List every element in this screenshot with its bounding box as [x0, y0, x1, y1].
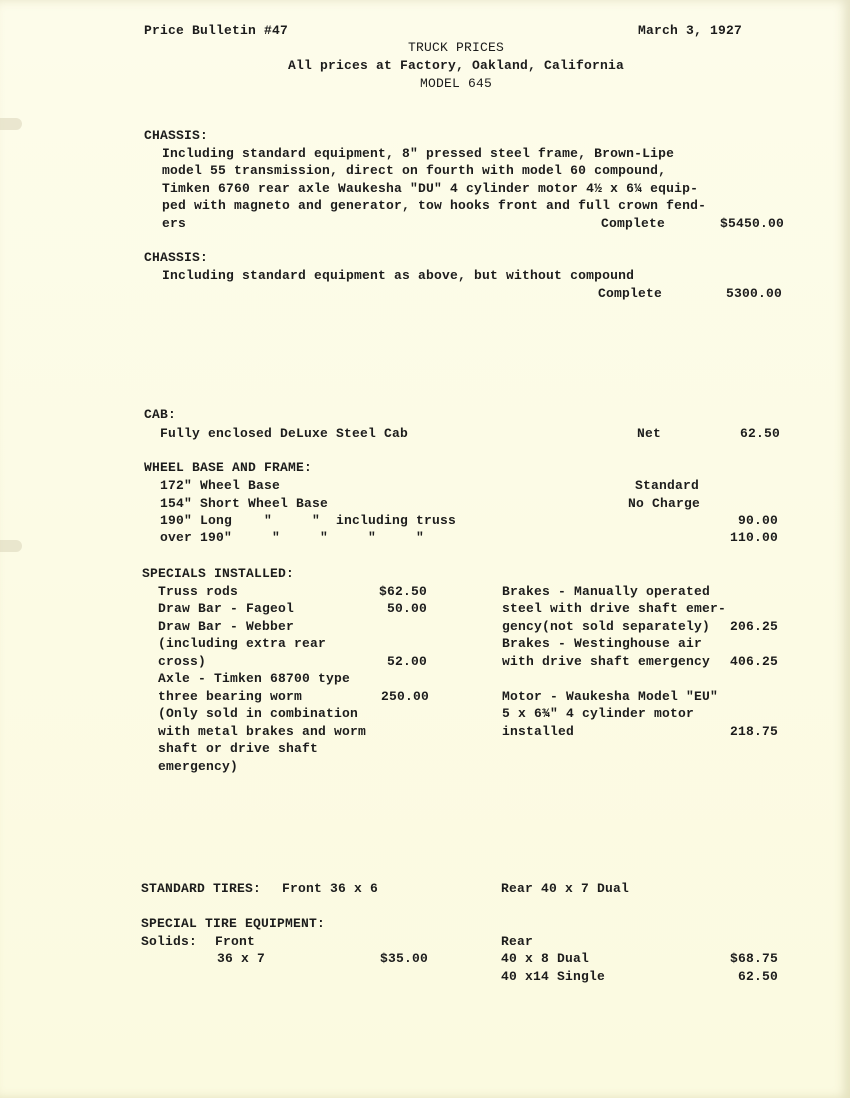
special-tires-heading: SPECIAL TIRE EQUIPMENT:: [141, 916, 326, 931]
special-right-price: 218.75: [729, 724, 778, 739]
special-left-text: Axle - Timken 68700 type: [158, 671, 351, 686]
wheelbase-row-desc: 190" Long " " including truss: [160, 513, 457, 528]
chassis-description-line: Including standard equipment, 8" pressed steel frame, Brown-Lipe: [162, 146, 675, 161]
front-tire-size: 36 x 7: [217, 951, 266, 966]
special-left-text: Draw Bar - Fageol: [158, 601, 295, 616]
page-title: TRUCK PRICES: [407, 40, 504, 55]
rear-tire-size: 40 x 8 Dual: [501, 951, 590, 966]
wheelbase-row-note: No Charge: [628, 496, 701, 511]
special-left-price: $62.50: [378, 584, 427, 599]
wheelbase-row-desc: over 190" " " " ": [160, 530, 425, 545]
front-tire-price: $35.00: [379, 951, 428, 966]
chassis-description-line: ers: [162, 216, 187, 231]
special-left-text: shaft or drive shaft: [158, 741, 319, 756]
rear-tire-label: Rear: [501, 934, 534, 949]
special-right-price: 406.25: [729, 654, 778, 669]
wheelbase-row-note: Standard: [635, 478, 700, 493]
special-right-text: Motor - Waukesha Model "EU": [502, 689, 719, 704]
rear-tire-price: $68.75: [729, 951, 778, 966]
bulletin-date: March 3, 1927: [638, 23, 743, 38]
chassis-heading: CHASSIS:: [144, 128, 209, 143]
special-right-text: installed: [502, 724, 575, 739]
chassis-description-line: ped with magneto and generator, tow hooks front and full crown fend-: [162, 198, 707, 213]
rear-tire-price: 62.50: [737, 969, 778, 984]
wheelbase-row-price: 90.00: [737, 513, 778, 528]
special-left-price: 52.00: [386, 654, 427, 669]
front-tire-label: Front: [215, 934, 256, 949]
wheelbase-heading: WHEEL BASE AND FRAME:: [144, 460, 313, 475]
wheelbase-row-desc: 154" Short Wheel Base: [160, 496, 329, 511]
special-left-text: emergency): [158, 759, 239, 774]
special-right-text: 5 x 6¾" 4 cylinder motor: [502, 706, 695, 721]
standard-tires-front: Front 36 x 6: [282, 881, 379, 896]
wheelbase-row-desc: 172" Wheel Base: [160, 478, 281, 493]
special-left-text: cross): [158, 654, 207, 669]
punch-hole-mark: [0, 540, 22, 552]
standard-tires-rear: Rear 40 x 7 Dual: [501, 881, 630, 896]
rear-tire-size: 40 x14 Single: [501, 969, 606, 984]
specials-heading: SPECIALS INSTALLED:: [142, 566, 295, 581]
chassis-complete-label: Complete: [598, 286, 663, 301]
standard-tires-heading: STANDARD TIRES:: [141, 881, 262, 896]
special-right-price: 206.25: [729, 619, 778, 634]
special-left-price: 50.00: [386, 601, 427, 616]
special-left-text: (Only sold in combination: [158, 706, 359, 721]
chassis-heading: CHASSIS:: [144, 250, 209, 265]
special-left-text: three bearing worm: [158, 689, 303, 704]
special-left-price: 250.00: [380, 689, 429, 704]
chassis-description-line: Including standard equipment as above, but without compound: [162, 268, 635, 283]
special-right-text: Brakes - Manually operated: [502, 584, 711, 599]
bulletin-number: Price Bulletin #47: [144, 23, 289, 38]
chassis-description-line: Timken 6760 rear axle Waukesha "DU" 4 cylinder motor 4½ x 6¼ equip-: [162, 181, 699, 196]
punch-hole-mark: [0, 118, 22, 130]
chassis-description-line: model 55 transmission, direct on fourth with model 60 compound,: [162, 163, 667, 178]
special-right-text: steel with drive shaft emer-: [502, 601, 727, 616]
chassis-price: 5300.00: [725, 286, 782, 301]
special-right-text: Brakes - Westinghouse air: [502, 636, 703, 651]
special-right-text: with drive shaft emergency: [502, 654, 711, 669]
special-left-text: with metal brakes and worm: [158, 724, 367, 739]
page-subtitle: All prices at Factory, Oakland, California: [287, 58, 625, 73]
cab-net-label: Net: [637, 426, 662, 441]
model-number: MODEL 645: [419, 76, 492, 91]
chassis-complete-label: Complete: [601, 216, 666, 231]
solids-label: Solids:: [141, 934, 198, 949]
special-left-text: Truss rods: [158, 584, 239, 599]
special-left-text: Draw Bar - Webber: [158, 619, 295, 634]
cab-price: 62.50: [739, 426, 780, 441]
special-left-text: (including extra rear: [158, 636, 327, 651]
special-right-text: gency(not sold separately): [502, 619, 711, 634]
wheelbase-row-price: 110.00: [729, 530, 778, 545]
cab-heading: CAB:: [144, 407, 177, 422]
cab-item: Fully enclosed DeLuxe Steel Cab: [160, 426, 409, 441]
chassis-price: $5450.00: [719, 216, 784, 231]
